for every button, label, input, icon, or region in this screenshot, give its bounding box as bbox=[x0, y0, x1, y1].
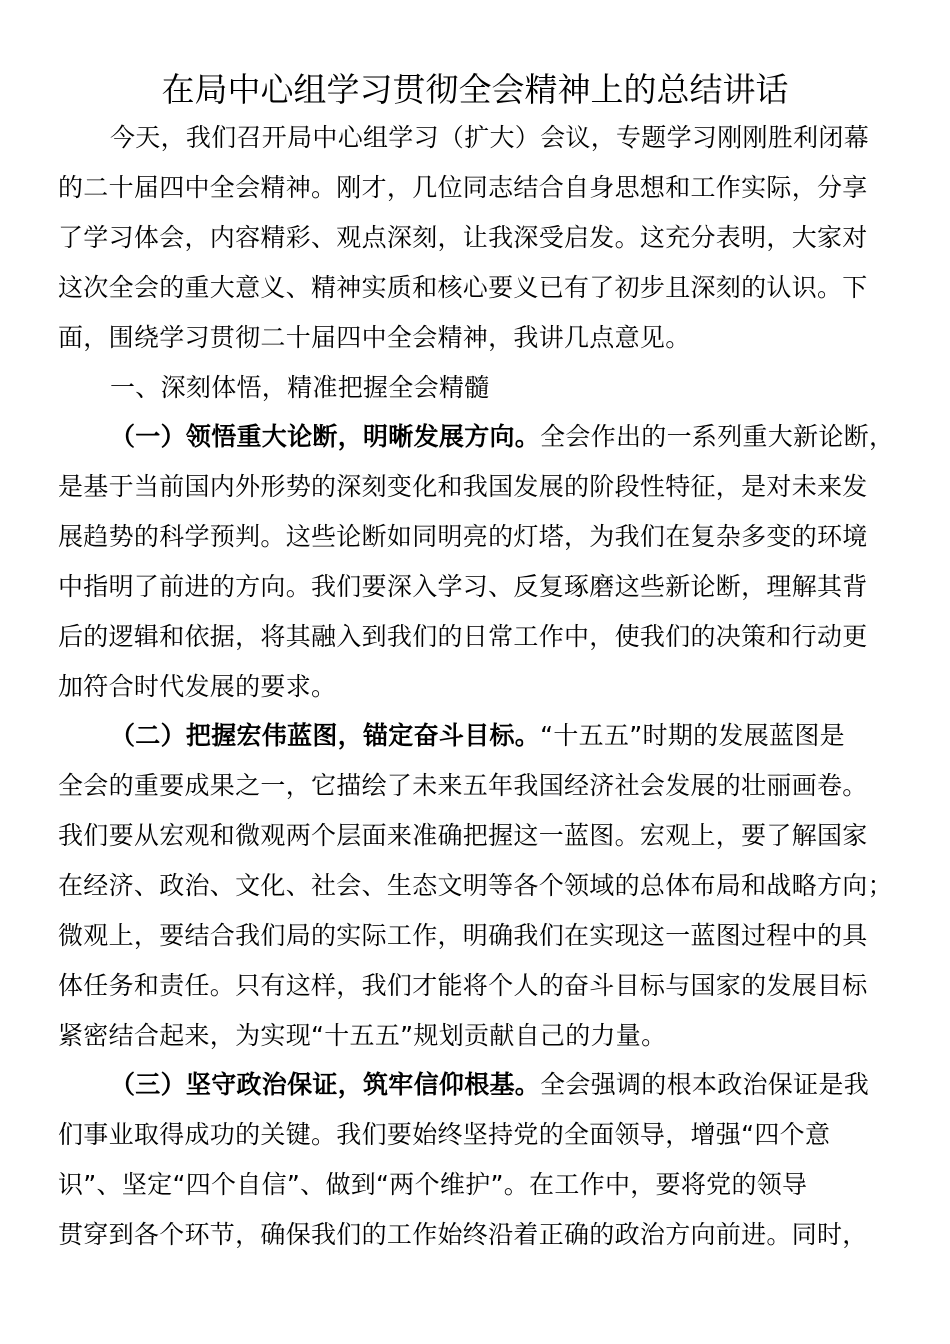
paragraph-text: 全会强调的根本政治保证是我 bbox=[540, 1070, 870, 1099]
paragraph-line: 贯穿到各个环节，确保我们的工作始终沿着正确的政治方向前进。同时， bbox=[58, 1220, 868, 1249]
subsection-line bbox=[110, 719, 940, 753]
document-title: 在局中心组学习贯彻全会精神上的总结讲话 bbox=[161, 70, 789, 109]
subsection-heading: （三）坚守政治保证，筑牢信仰根基。 bbox=[110, 1070, 541, 1099]
subsection-line bbox=[110, 420, 940, 454]
paragraph-text: 全会作出的一系列重大新论断， bbox=[540, 422, 895, 451]
paragraph-line: 是基于当前国内外形势的深刻变化和我国发展的阶段性特征，是对未来发 bbox=[58, 472, 868, 501]
paragraph-line: 中指明了前进的方向。我们要深入学习、反复琢磨这些新论断，理解其背 bbox=[58, 572, 868, 601]
paragraph-line: 体任务和责任。只有这样，我们才能将个人的奋斗目标与国家的发展目标 bbox=[58, 971, 868, 1000]
subsection-heading: （二）把握宏伟蓝图，锚定奋斗目标。 bbox=[110, 721, 541, 750]
paragraph-line: 今天，我们召开局中心组学习（扩大）会议，专题学习刚刚胜利闭幕 bbox=[110, 123, 870, 152]
section-heading: 一、深刻体悟，精准把握全会精髓 bbox=[110, 373, 490, 402]
paragraph-line: 了学习体会，内容精彩、观点深刻，让我深受启发。这充分表明，大家对 bbox=[58, 223, 868, 252]
subsection-heading: （一）领悟重大论断，明晰发展方向。 bbox=[110, 422, 541, 451]
paragraph-line: 展趋势的科学预判。这些论断如同明亮的灯塔，为我们在复杂多变的环境 bbox=[58, 522, 868, 551]
paragraph-line: 微观上，要结合我们局的实际工作，明确我们在实现这一蓝图过程中的具 bbox=[58, 921, 868, 950]
paragraph-line: 我们要从宏观和微观两个层面来准确把握这一蓝图。宏观上，要了解国家 bbox=[58, 821, 868, 850]
paragraph-line: 这次全会的重大意义、精神实质和核心要义已有了初步且深刻的认识。下 bbox=[58, 273, 868, 302]
paragraph-line: 识”、坚定“四个自信”、做到“两个维护”。在工作中，要将党的领导 bbox=[58, 1170, 808, 1199]
paragraph-line: 全会的重要成果之一，它描绘了未来五年我国经济社会发展的壮丽画卷。 bbox=[58, 771, 868, 800]
paragraph-line: 们事业取得成功的关键。我们要始终坚持党的全面领导，增强“四个意 bbox=[58, 1120, 831, 1149]
paragraph-text: “十五五”时期的发展蓝图是 bbox=[540, 721, 845, 750]
paragraph-line: 面，围绕学习贯彻二十届四中全会精神，我讲几点意见。 bbox=[58, 323, 691, 352]
paragraph-line: 紧密结合起来，为实现“十五五”规划贡献自己的力量。 bbox=[58, 1021, 667, 1050]
paragraph-line: 在经济、政治、文化、社会、生态文明等各个领域的总体布局和战略方向； bbox=[58, 871, 893, 900]
subsection-line bbox=[110, 1068, 940, 1102]
paragraph-line: 后的逻辑和依据，将其融入到我们的日常工作中，使我们的决策和行动更 bbox=[58, 622, 868, 651]
paragraph-line: 的二十届四中全会精神。刚才，几位同志结合自身思想和工作实际，分享 bbox=[58, 173, 868, 202]
paragraph-line: 加符合时代发展的要求。 bbox=[58, 672, 337, 701]
